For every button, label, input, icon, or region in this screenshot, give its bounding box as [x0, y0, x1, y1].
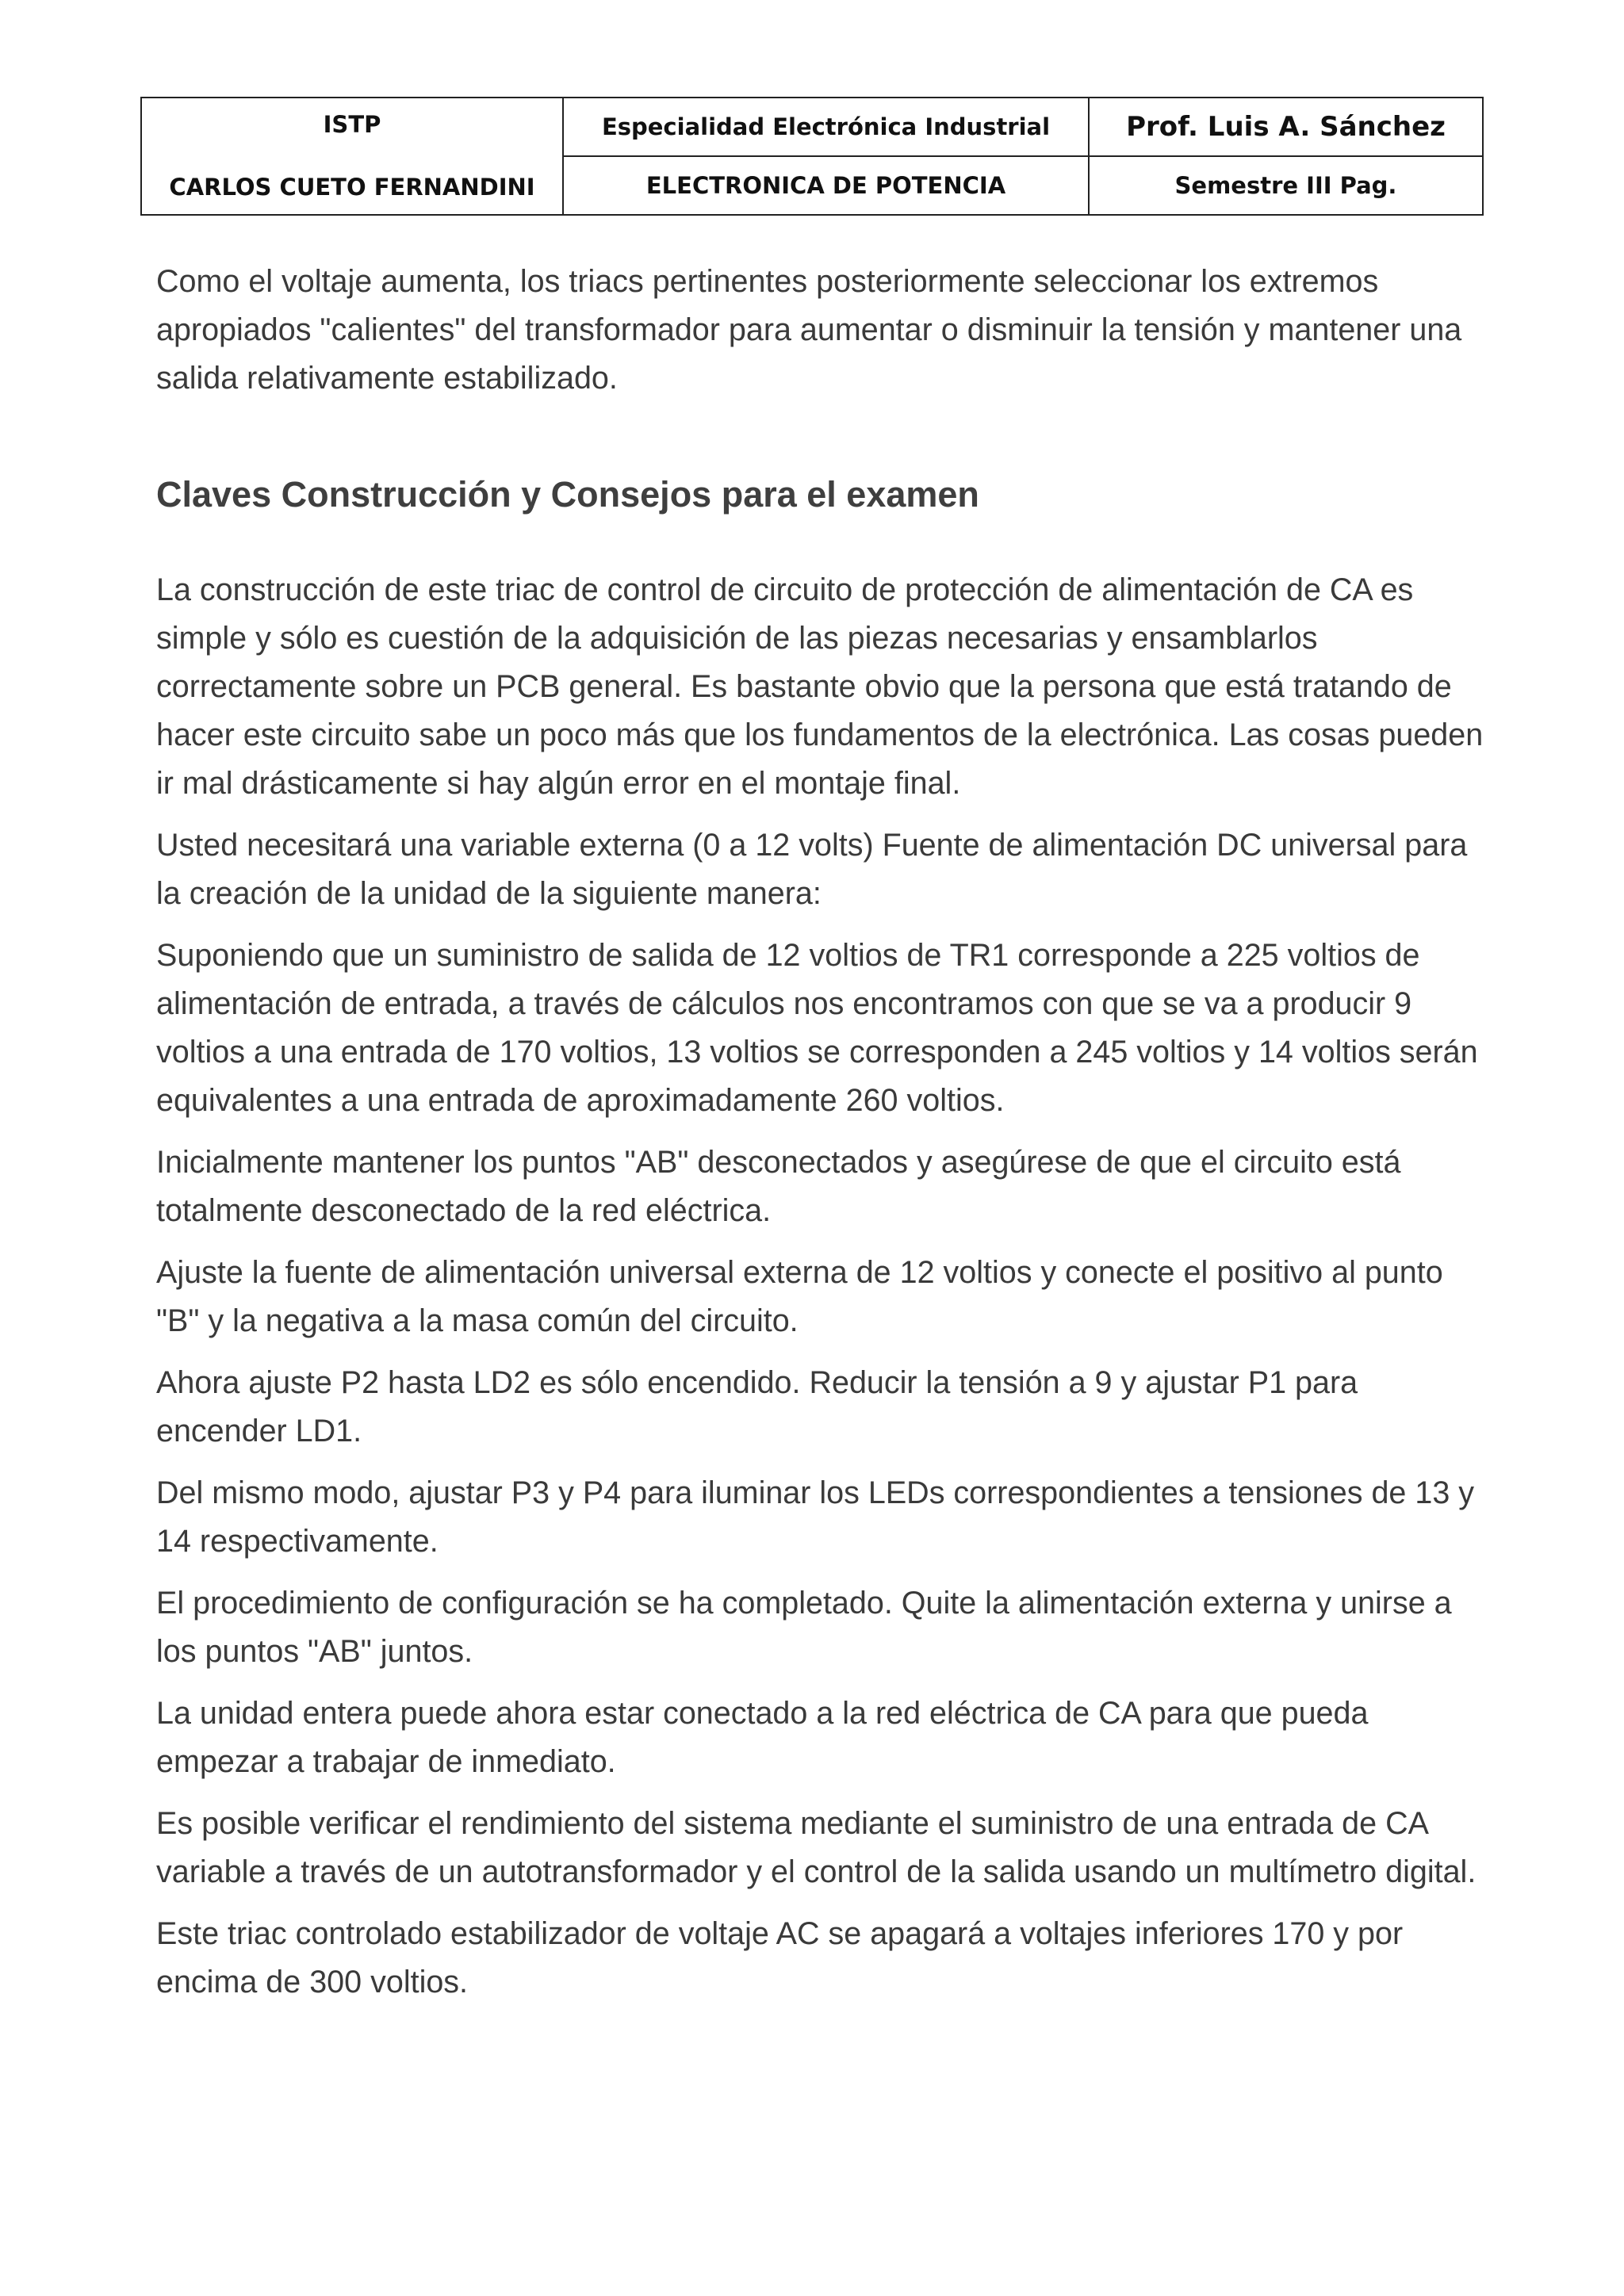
school-name-line1: ISTP	[323, 111, 381, 138]
body-paragraph-2: Usted necesitará una variable externa (0 a 12 volts) Fuente de alimentación DC universal para la creación de la unidad de la siguiente manera:	[156, 828, 1468, 911]
section-heading: Claves Construcción y Consejos para el examen	[156, 474, 979, 515]
document-body	[156, 258, 1488, 2020]
body-paragraph-5: Ajuste la fuente de alimentación universal externa de 12 voltios y conecte el positivo al punto "B" y la negativa a la masa común del circuito.	[156, 1255, 1443, 1338]
body-paragraph-9: La unidad entera puede ahora estar conectado a la red eléctrica de CA para que pueda empezar a trabajar de inmediato.	[156, 1696, 1369, 1779]
body-paragraph-1: La construcción de este triac de control de circuito de protección de alimentación de CA es simple y sólo es cuestión de la adquisición de las piezas necesarias y ensamblarlos correctamente sobre un PCB general. Es bastante obvio que la persona que está tratando de hacer este circuito sabe un poco más que los fundamentos de la electrónica. Las cosas pueden ir mal drásticamente si hay algún error en el montaje final.	[156, 572, 1484, 801]
course-cell: ELECTRONICA DE POTENCIA	[563, 156, 1089, 215]
professor-cell: Prof. Luis A. Sánchez	[1089, 98, 1483, 156]
body-paragraph-8: El procedimiento de configuración se ha completado. Quite la alimentación externa y unirse a los puntos "AB" juntos.	[156, 1586, 1452, 1669]
body-paragraph-7: Del mismo modo, ajustar P3 y P4 para iluminar los LEDs correspondientes a tensiones de 13 y 14 respectivamente.	[156, 1475, 1475, 1559]
body-paragraph-3: Suponiendo que un suministro de salida de 12 voltios de TR1 corresponde a 225 voltios de alimentación de entrada, a través de cálculos nos encontramos con que se va a producir 9 voltios a una entrada de 170 voltios, 13 voltios se corresponden a 245 voltios y 14 voltios serán equivalentes a una entrada de aproximadamente 260 voltios.	[156, 938, 1478, 1118]
school-name-line2: CARLOS CUETO FERNANDINI	[169, 174, 535, 201]
body-paragraph-6: Ahora ajuste P2 hasta LD2 es sólo encendido. Reducir la tensión a 9 y ajustar P1 para encender LD1.	[156, 1365, 1358, 1448]
body-paragraph-4: Inicialmente mantener los puntos "AB" desconectados y asegúrese de que el circuito está totalmente desconectado de la red eléctrica.	[156, 1145, 1401, 1228]
document-header-table	[140, 97, 1484, 216]
intro-paragraph: Como el voltaje aumenta, los triacs pertinentes posteriormente seleccionar los extremos apropiados "calientes" del transformador para aumentar o disminuir la tensión y mantener una salida relativamente estabilizado.	[156, 264, 1462, 396]
semester-cell: Semestre III Pag.	[1089, 156, 1483, 215]
school-cell	[141, 98, 563, 215]
specialty-cell: Especialidad Electrónica Industrial	[563, 98, 1089, 156]
body-paragraph-10: Es posible verificar el rendimiento del sistema mediante el suministro de una entrada de CA variable a través de un autotransformador y el control de la salida usando un multímetro digital.	[156, 1806, 1477, 1889]
body-paragraph-11: Este triac controlado estabilizador de voltaje AC se apagará a voltajes inferiores 170 y por encima de 300 voltios.	[156, 1916, 1404, 1999]
